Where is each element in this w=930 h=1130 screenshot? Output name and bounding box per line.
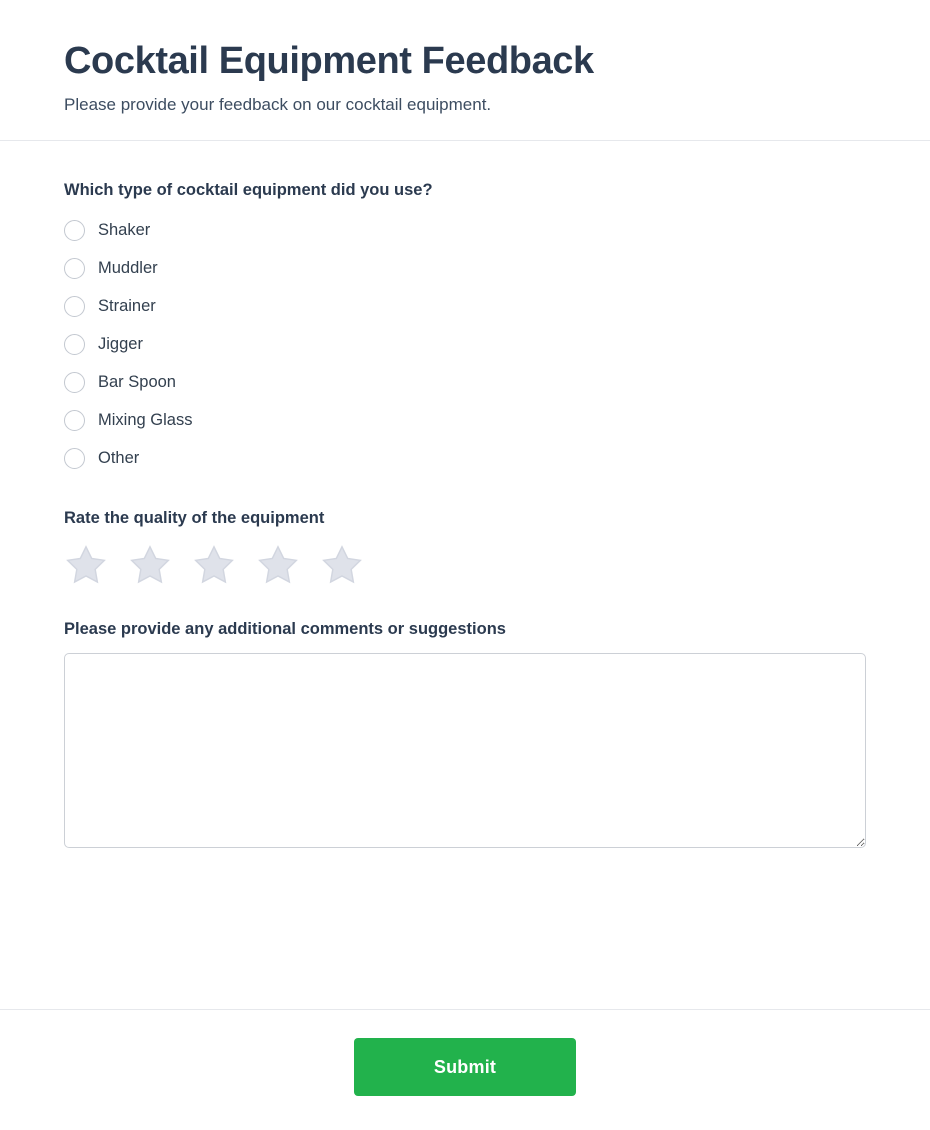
radio-label: Mixing Glass bbox=[98, 410, 193, 429]
radio-option-other[interactable] bbox=[64, 442, 866, 475]
comments-textarea[interactable] bbox=[64, 653, 866, 848]
star-icon[interactable] bbox=[64, 542, 108, 586]
radio-option-bar-spoon[interactable] bbox=[64, 366, 866, 399]
radio-label: Shaker bbox=[98, 220, 151, 239]
question-rating-label: Rate the quality of the equipment bbox=[64, 508, 325, 527]
radio-label: Other bbox=[98, 448, 140, 467]
radio-option-mixing-glass[interactable] bbox=[64, 404, 866, 437]
question-equipment-type-label: Which type of cocktail equipment did you use? bbox=[64, 180, 433, 199]
radio-circle-icon[interactable] bbox=[64, 334, 85, 355]
radio-option-jigger[interactable] bbox=[64, 328, 866, 361]
page-subtitle: Please provide your feedback on our cocktail equipment. bbox=[64, 94, 492, 114]
radio-option-strainer[interactable] bbox=[64, 290, 866, 323]
radio-circle-icon[interactable] bbox=[64, 410, 85, 431]
radio-label: Muddler bbox=[98, 258, 158, 277]
radio-option-shaker[interactable] bbox=[64, 214, 866, 247]
submit-button[interactable]: Submit bbox=[354, 1038, 576, 1096]
radio-option-muddler[interactable] bbox=[64, 252, 866, 285]
question-comments-label: Please provide any additional comments or suggestions bbox=[64, 619, 506, 638]
page-title: Cocktail Equipment Feedback bbox=[64, 40, 594, 82]
star-icon[interactable] bbox=[192, 542, 236, 586]
star-rating-control[interactable] bbox=[64, 542, 866, 586]
star-icon[interactable] bbox=[128, 542, 172, 586]
radio-circle-icon[interactable] bbox=[64, 296, 85, 317]
radio-circle-icon[interactable] bbox=[64, 372, 85, 393]
question-comments bbox=[64, 620, 866, 853]
question-equipment-type bbox=[64, 181, 866, 475]
radio-label: Strainer bbox=[98, 296, 156, 315]
radio-group-equipment-type bbox=[64, 214, 866, 475]
radio-circle-icon[interactable] bbox=[64, 448, 85, 469]
form-header bbox=[0, 0, 930, 141]
radio-label: Bar Spoon bbox=[98, 372, 176, 391]
star-icon[interactable] bbox=[256, 542, 300, 586]
form-body bbox=[0, 141, 930, 1009]
question-rating bbox=[64, 509, 866, 586]
star-icon[interactable] bbox=[320, 542, 364, 586]
radio-circle-icon[interactable] bbox=[64, 220, 85, 241]
form-footer bbox=[0, 1009, 930, 1130]
radio-circle-icon[interactable] bbox=[64, 258, 85, 279]
radio-label: Jigger bbox=[98, 334, 143, 353]
